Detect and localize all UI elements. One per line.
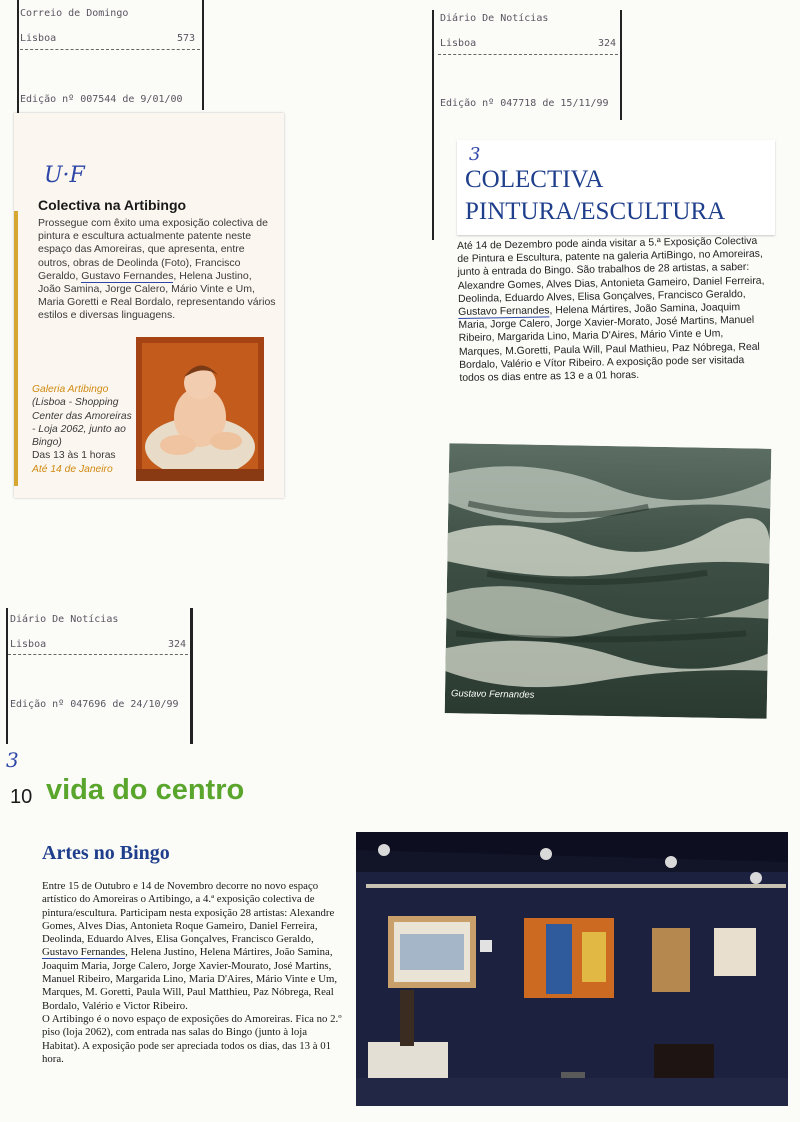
stamp-edition: Edição nº 007544 de 9/01/00 [20,94,183,105]
article-title: Artes no Bingo [42,842,170,864]
handwritten-note: 3 [6,748,19,772]
stamp-code: 573 [177,33,196,44]
highlighted-name: Gustavo Fernandes [42,946,126,959]
stamp-city: Lisboa [20,33,57,44]
stamp-code: 324 [168,639,187,650]
clipping-stamp-dn-2410 [0,608,200,748]
gallery-photo [356,832,788,1106]
venue-name: Galeria Artibingo [32,384,109,395]
stamp-publication: Diário De Notícias [440,13,549,24]
section-title: vida do centro [46,774,245,806]
handwritten-note: U·F [44,163,85,188]
article-body: Prossegue com êxito uma exposição colectiva de pintura e escultura actualmente patente neste espaço das Amoreiras, que apresenta, entre outros, obras de Deolinda (Foto), Francisco Geraldo, Gustavo Fernandes, Helena Justino, João Samina, Jorge Calero, Mário Vinte e Um, Maria Goretti e Real Bordalo, representando vários estilos e diversas linguagens. [38,217,276,322]
page-number: 10 [10,786,33,808]
article-body: Até 14 de Dezembro pode ainda visitar a 5.ª Exposição Colectiva de Pintura e Escultura, patente na galeria ArtiBingo, no Amoreiras, junto à entrada do Bingo. São trabalhos de 28 artistas, a saber: Alexandre Gomes, Alves Dias, Antonieta Gameiro, Daniel Ferreira, Deolinda, Eduardo Alves, Elisa Gonçalves, Francisco Geraldo, Gustavo Fernandes, Helena Mártires, João Samina, Joaquim Maria, Jorge Calero, Jorge Xavier-Morato, José Martins, Manuel Ribeiro, Margarida Lino, Maria D'Aires, Mário Vinte e Um, Marques, M.Goretti, Paula Will, Paul Mathieu, Paz Nóbrega, Real Bordalo, Valério e Vítor Ribeiro. A exposição pode ser visitada todos os dias entre as 13 e a 01 horas. [457,235,765,385]
clipping-artibingo [14,113,284,498]
stamp-city: Lisboa [10,639,47,650]
highlighted-name: Gustavo Fernandes [81,269,174,282]
venue-hours: Das 13 às 1 horas [32,450,116,462]
headline-line2: PINTURA/ESCULTURA [465,198,726,225]
stamp-publication: Correio de Domingo [20,8,129,19]
highlighted-name: Gustavo Fernandes [458,305,550,319]
stamp-edition: Edição nº 047718 de 15/11/99 [440,98,609,109]
stamp-edition: Edição nº 047696 de 24/10/99 [10,699,179,710]
seascape-painting [445,443,772,719]
stamp-code: 324 [598,38,617,49]
headline-line1: COLECTIVA [465,166,604,193]
artwork-photo [136,337,264,481]
clipping-stamp-correio [10,0,210,120]
article-body: Entre 15 de Outubro e 14 de Novembro decorre no novo espaço artístico do Amoreiras o Artibingo, a 4.ª exposição colectiva de pintura/escultura. Participam nesta exposição 28 artistas: Alexandre Gomes, Alves Dias, Antonieta Roque Gameiro, Daniel Ferreira, Deolinda, Eduardo Alves, Elisa Gonçalves, Francisco Geraldo, Gustavo Fernandes, Helena Justino, Helena Mártires, João Samina, Joaquim Maria, Jorge Calero, Jorge Xavier-Mourato, José Martins, Manuel Ribeiro, Margarida Lino, Maria D'Aires, Mário Vinte e Um, Marques, M. Goretti, Paula Will, Paul Matthieu, Paz Nóbrega, Real Bordalo, Valério e Victor Ribeiro. O Artibingo é o novo espaço de exposições do Amoreiras. Fica no 2.º piso (loja 2062), com entrada nas salas do Bingo (junto à loja Habitat). A exposição pode ser apreciada todos os dias, das 13 à 01 hora. [42,880,342,1065]
accent-bar [14,211,18,486]
handwritten-note: 3 [469,144,481,165]
painting-caption: Gustavo Fernandes [450,688,535,701]
stamp-publication: Diário De Notícias [10,614,119,625]
venue-address: (Lisboa - Shopping Center das Amoreiras - Loja 2062, junto ao Bingo) [32,397,132,449]
article-title: Colectiva na Artibingo [38,197,187,213]
stamp-city: Lisboa [440,38,477,49]
clipping-colectiva-pintura [445,140,785,720]
venue-until: Até 14 de Janeiro [32,463,113,475]
article-body-2: O Artibingo é o novo espaço de exposições do Amoreiras. Fica no 2.º piso (loja 2062), com entrada nas salas do Bingo (junto à loja Habitat). A exposição pode ser apreciada todos os dias, das 13 à 01 hora. [42,1012,342,1065]
